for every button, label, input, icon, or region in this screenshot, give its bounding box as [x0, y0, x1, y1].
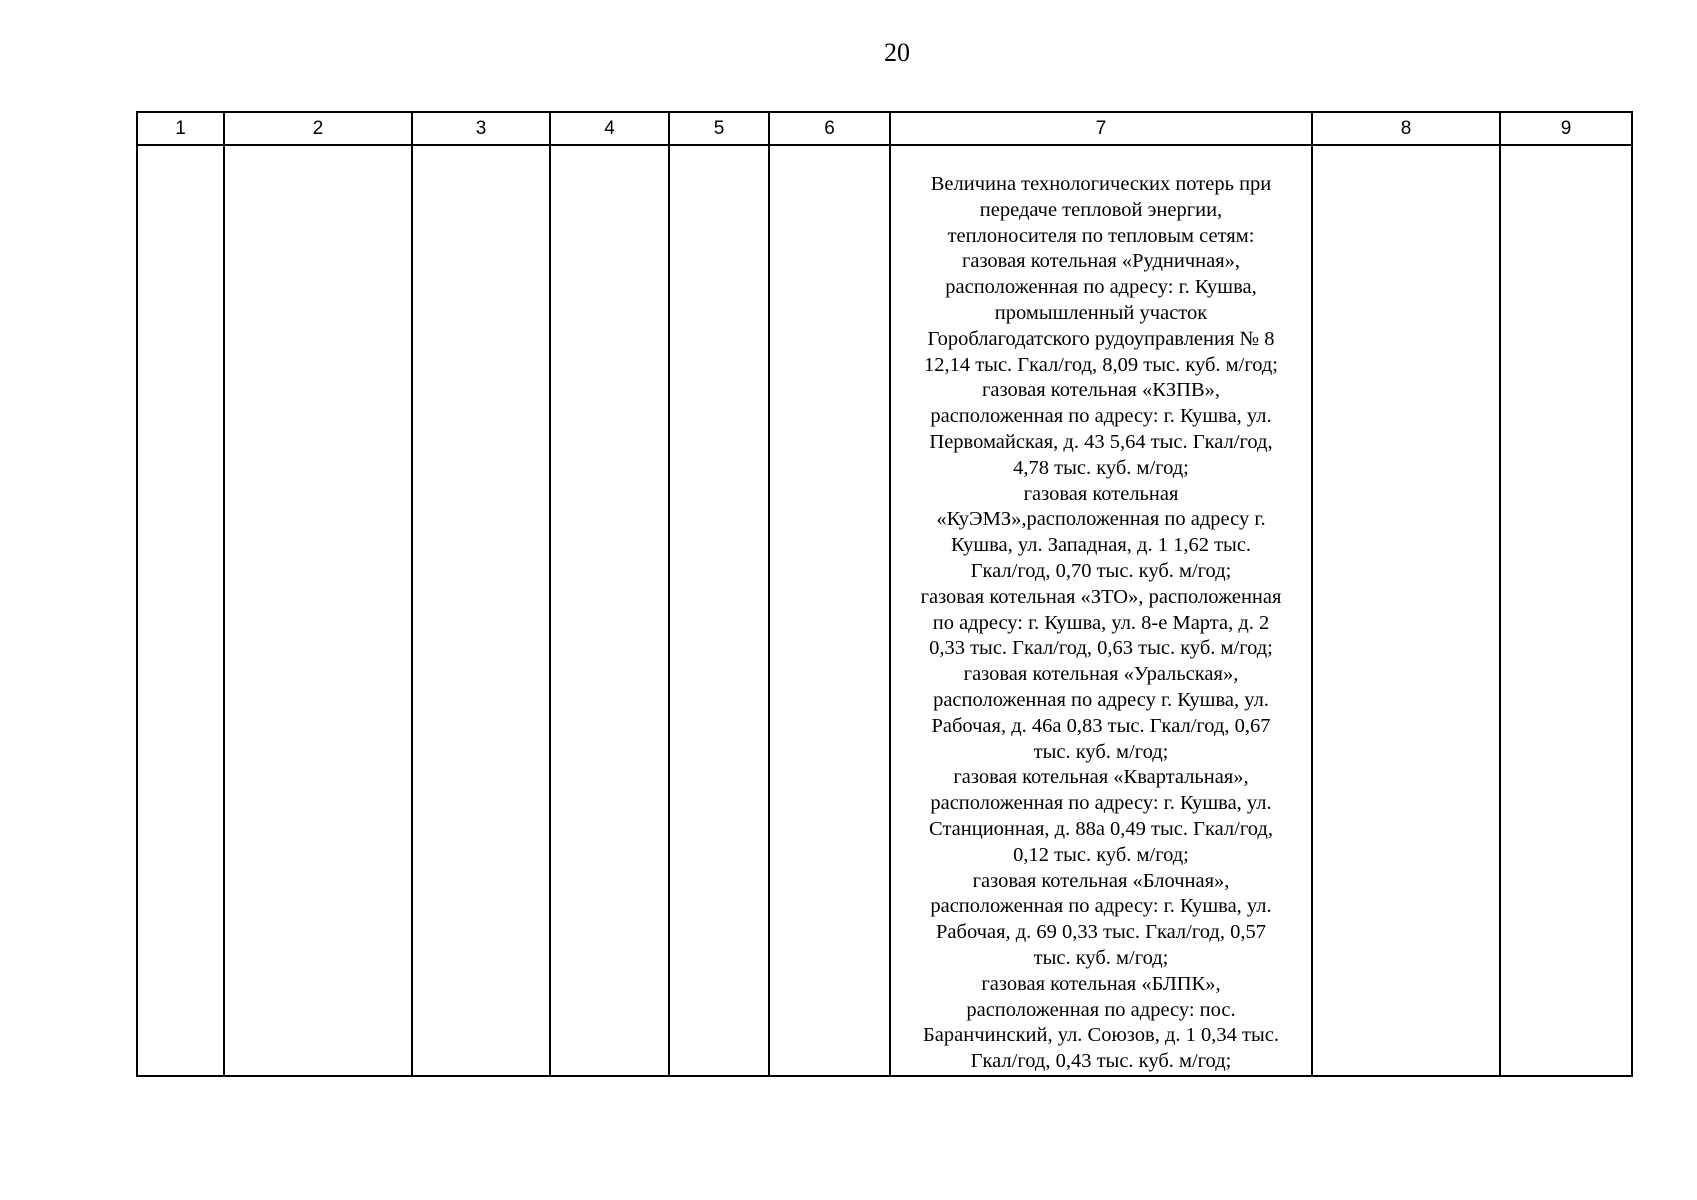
column-header-2: 2	[224, 112, 412, 145]
table-cell-text	[413, 146, 549, 172]
column-header-8: 8	[1312, 112, 1500, 145]
table-cell-col-5	[669, 145, 769, 1076]
column-header-6: 6	[769, 112, 890, 145]
column-header-4: 4	[550, 112, 669, 145]
table-cell-col-7	[890, 145, 1312, 1076]
table-cell-col-3	[412, 145, 550, 1076]
table-cell-col-6	[769, 145, 890, 1076]
table-cell-col-1	[137, 145, 224, 1076]
header-row	[137, 112, 1632, 145]
table-cell-text	[670, 146, 768, 172]
table-cell-col-8	[1312, 145, 1500, 1076]
column-header-3: 3	[412, 112, 550, 145]
table-cell-text	[770, 146, 889, 172]
table-cell-text	[1501, 146, 1631, 172]
table-cell-text	[551, 146, 668, 172]
column-header-1: 1	[137, 112, 224, 145]
heat-loss-description: Величина технологических потерь при передаче тепловой энергии, теплоносителя по тепловым сетям: газовая котельная «Рудничная», расположенная по адресу: г. Кушва, промышленный участок Гороблагодатского рудоуправления № 8 12,14 тыс. Гкал/год, 8,09 тыс. куб. м/год; газовая котельная «КЗПВ», расположенная по адресу: г. Кушва, ул. Первомайская, д. 43 5,64 тыс. Гкал/год, 4,78 тыс. куб. м/год; газовая котельная «КуЭМЗ»,расположенная по адресу г. Кушва, ул. Западная, д. 1 1,62 тыс. Гкал/год, 0,70 тыс. куб. м/год; газовая котельная «ЗТО», расположенная по адресу: г. Кушва, ул. 8-е Марта, д. 2 0,33 тыс. Гкал/год, 0,63 тыс. куб. м/год; газовая котельная «Уральская», расположенная по адресу г. Кушва, ул. Рабочая, д. 46а 0,83 тыс. Гкал/год, 0,67 тыс. куб. м/год; газовая котельная «Квартальная», расположенная по адресу: г. Кушва, ул. Станционная, д. 88а 0,49 тыс. Гкал/год, 0,12 тыс. куб. м/год; газовая котельная «Блочная», расположенная по адресу: г. Кушва, ул. Рабочая, д. 69 0,33 тыс. Гкал/год, 0,57 тыс. куб. м/год; газовая котельная «БЛПК», расположенная по адресу: пос. Баранчинский, ул. Союзов, д. 1 0,34 тыс. Гкал/год, 0,43 тыс. куб. м/год;	[920, 173, 1282, 1073]
page-number: 20	[884, 38, 910, 67]
table-cell-text	[1313, 146, 1499, 172]
table-cell-col-4	[550, 145, 669, 1076]
column-header-9: 9	[1500, 112, 1632, 145]
column-header-5: 5	[669, 112, 769, 145]
table-cell-text	[138, 146, 223, 172]
table-row	[137, 145, 1632, 1076]
column-header-7: 7	[890, 112, 1312, 145]
table-cell-col-9	[1500, 145, 1632, 1076]
data-table	[136, 111, 1633, 1077]
table-cell-col-2	[224, 145, 412, 1076]
table-cell-text	[225, 146, 411, 172]
